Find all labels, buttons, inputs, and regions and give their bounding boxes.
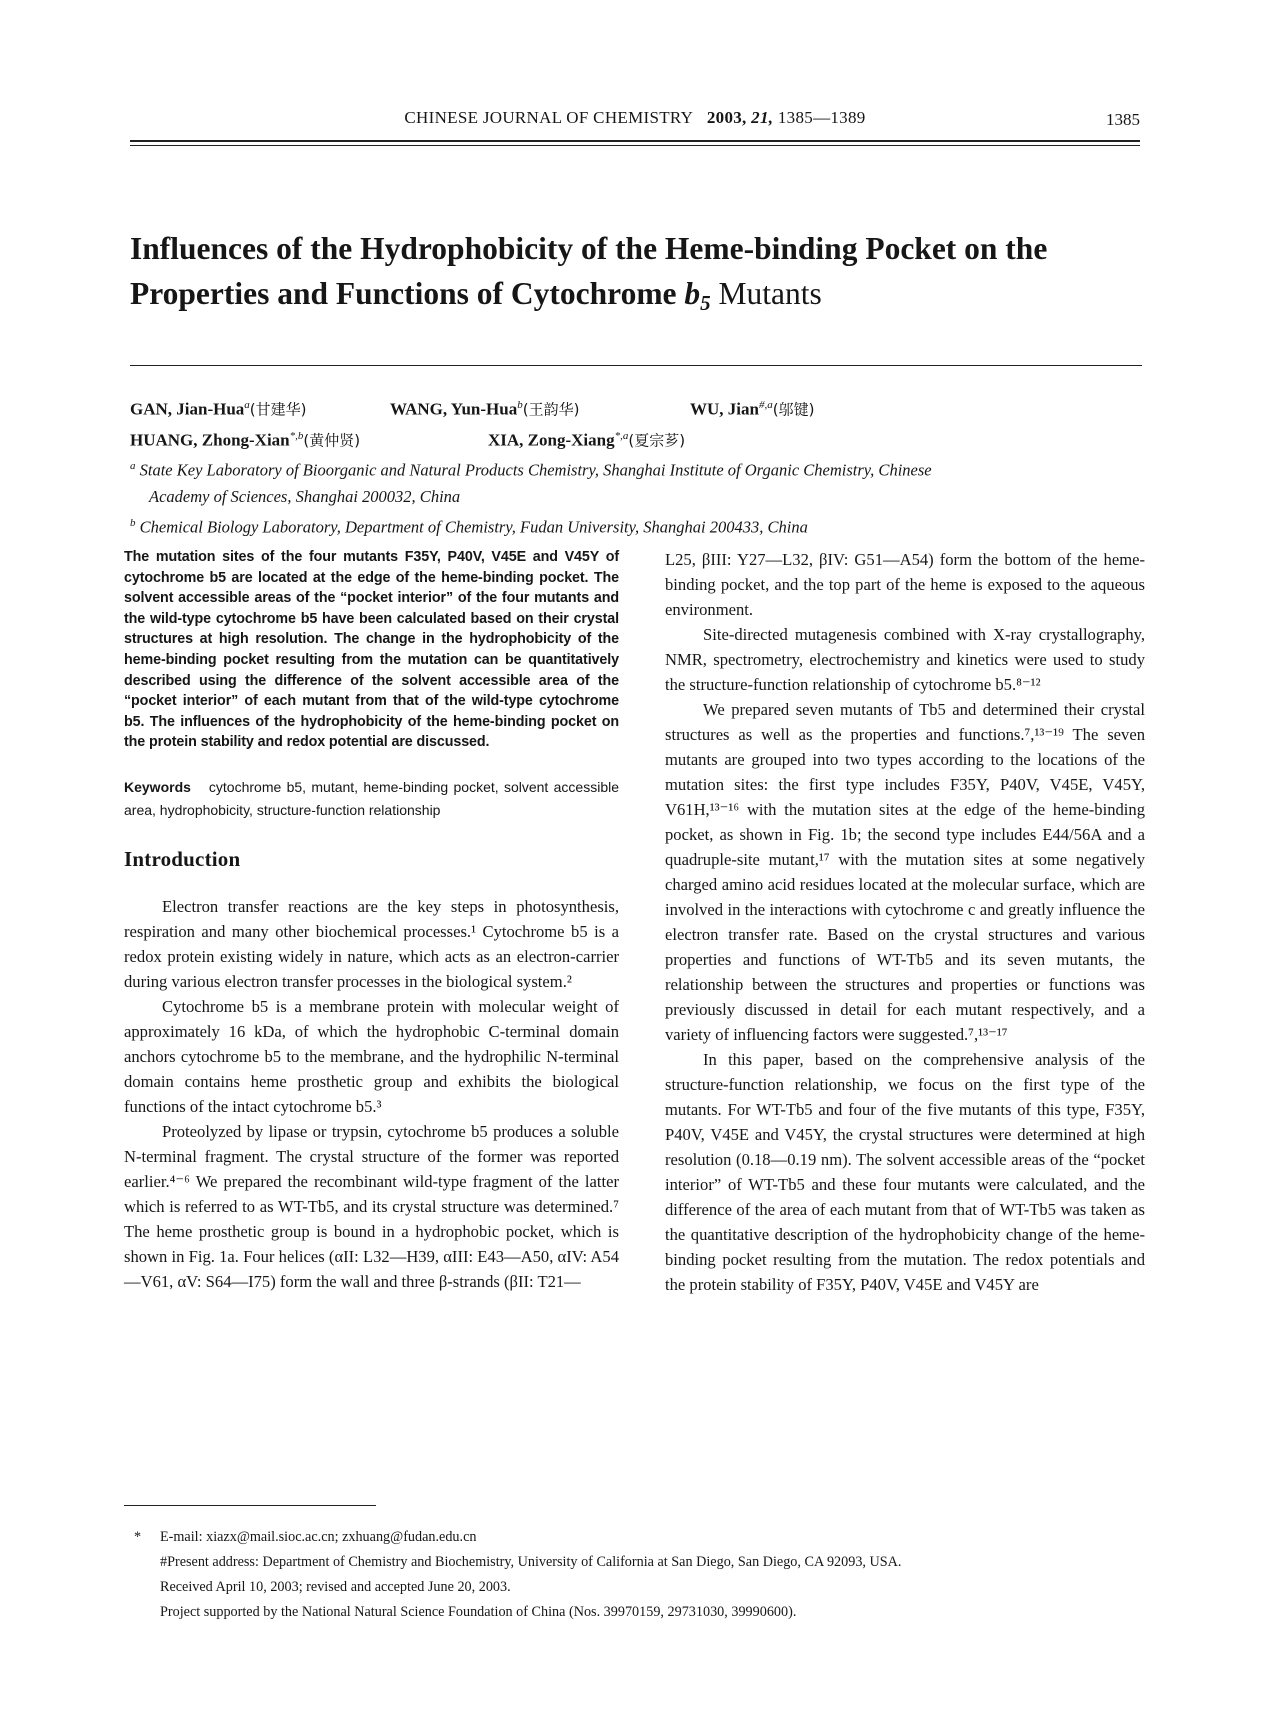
footnote-email: * E-mail: xiazx@mail.sioc.ac.cn; zxhuang@fudan.edu.cn: [134, 1529, 477, 1545]
footnote-project: Project supported by the National Natural Science Foundation of China (Nos. 39970159, 29731030, 39990600).: [160, 1604, 797, 1620]
footnote-rule: [124, 1505, 376, 1506]
keywords-text: cytochrome b5, mutant, heme-binding pocket, solvent accessible area, hydrophobicity, structure-function relationship: [124, 778, 619, 818]
paragraph: In this paper, based on the comprehensive analysis of the structure-function relationship, we focus on the first type of the mutants. For WT-Tb5 and four of the five mutants of this type, F35Y, P40V, V45E and V45Y, the crystal structures were determined at high resolution (0.18—0.19 nm). The solvent accessible areas of the “pocket interior” of WT-Tb5 and these four mutants were calculated, and the difference of the area of each mutant from that of WT-Tb5 was taken as the quantitative description of the hydrophobicity change of the heme-binding pocket resulting from the mutation. The redox potentials and the protein stability of F35Y, P40V, V45E and V45Y are: [665, 1050, 1145, 1294]
paragraph: We prepared seven mutants of Tb5 and determined their crystal structures as well as the properties and functions.⁷,¹³⁻¹⁹ The seven mutants are grouped into two types according to the locations of the mutation sites: the first type includes F35Y, P40V, V45E, V45Y, V61H,¹³⁻¹⁶ with the mutation sites at the edge of the heme-binding pocket, as shown in Fig. 1b; the second type includes E44/56A and a quadruple-site mutant,¹⁷ with the mutation sites at some negatively charged amino acid residues located at the molecular surface, which are involved in the interactions with cytochrome c and greatly influence the electron transfer rate. Based on the crystal structures and various properties and functions of WT-Tb5 and its seven mutants, the relationship between the structures and properties or functions was previously discussed in detail for each mutant respectively, and a variety of influencing factors were suggested.⁷,¹³⁻¹⁷: [665, 700, 1145, 1044]
paragraph: L25, βIII: Y27—L32, βIV: G51—A54) form the bottom of the heme-binding pocket, and the top part of the heme is exposed to the aqueous environment.: [665, 550, 1145, 619]
footnote-present-address: #Present address: Department of Chemistry and Biochemistry, University of California at San Diego, San Diego, CA 92093, USA.: [160, 1554, 902, 1570]
author: WU, Jian$^{\#,a}$(邬键): [690, 399, 815, 419]
section-heading-introduction: Introduction: [124, 846, 241, 871]
abstract: The mutation sites of the four mutants F35Y, P40V, V45E and V45Y of cytochrome b5 are located at the edge of the heme-binding pocket. The solvent accessible areas of the “pocket interior” of the four mutants and the wild-type cytochrome b5 have been calculated based on their crystal structures at high resolution. The change in the hydrophobicity of the heme-binding pocket resulting from the mutation can be quantitatively described using the difference of the solvent accessible area of the “pocket interior” of each mutant from that of the wild-type cytochrome b5. The influences of the hydrophobicity of the heme-binding pocket on the protein stability and redox potential are discussed.: [124, 549, 619, 751]
right-column: [665, 547, 1145, 1297]
journal-pages: 1385—1389: [777, 108, 866, 127]
journal-name: CHINESE JOURNAL OF CHEMISTRY: [404, 108, 694, 127]
author-block: [130, 392, 1142, 540]
footnote-received: Received April 10, 2003; revised and accepted June 20, 2003.: [160, 1579, 511, 1595]
title-rule: [130, 365, 1142, 366]
footnotes: [124, 1525, 1154, 1625]
author: WANG, Yun-Hua$^b$(王韵华): [390, 399, 580, 419]
author: GAN, Jian-Hua$^a$(甘建华): [130, 399, 307, 419]
title-line-2-end: Mutants: [718, 276, 822, 311]
affiliation-a: $^a$ State Key Laboratory of Bioorganic and Natural Products Chemistry, Shanghai Institute of Organic Chemistry, Chinese Academy of Sciences, Shanghai 200032, China: [130, 460, 932, 506]
paragraph: Proteolyzed by lipase or trypsin, cytochrome b5 produces a soluble N-terminal fragment. The crystal structure of the former was reported earlier.⁴⁻⁶ We prepared the recombinant wild-type fragment of the latter which is referred to as WT-Tb5, and its crystal structure was determined.⁷ The heme prosthetic group is bound in a hydrophobic pocket, which is shown in Fig. 1a. Four helices (αII: L32—H39, αIII: E43—A50, αIV: A54—V61, αV: S64—I75) form the wall and three β-strands (βII: T21—: [124, 1121, 619, 1291]
affiliation-b: $^b$ Chemical Biology Laboratory, Department of Chemistry, Fudan University, Shanghai 200433, China: [130, 516, 808, 537]
author: XIA, Zong-Xiang$^{*,a}$(夏宗芗): [488, 429, 686, 450]
article-title: [130, 226, 1150, 326]
paragraph: Cytochrome b5 is a membrane protein with molecular weight of approximately 16 kDa, of which the hydrophobic C-terminal domain anchors cytochrome b5 to the membrane, and the hydrophilic N-terminal domain contains heme prosthetic group and exhibits the biological functions of the intact cytochrome b5.³: [124, 996, 619, 1116]
title-line-1: Influences of the Hydrophobicity of the Heme-binding Pocket on the: [130, 231, 1048, 266]
title-subscript: 5: [700, 291, 711, 315]
author: HUANG, Zhong-Xian$^{*,b}$(黄仲贤): [130, 429, 361, 450]
keywords: [124, 776, 619, 822]
paragraph: Electron transfer reactions are the key steps in photosynthesis, respiration and many other biochemical processes.¹ Cytochrome b5 is a redox protein existing widely in nature, which acts as an electron-carrier during various electron transfer processes in the biological system.²: [124, 896, 619, 991]
header-rule-thin: [130, 145, 1140, 146]
paragraph: Site-directed mutagenesis combined with X-ray crystallography, NMR, spectrometry, electrochemistry and kinetics were used to study the structure-function relationship of cytochrome b5.⁸⁻¹²: [665, 625, 1145, 694]
running-head: [130, 108, 1140, 136]
journal-year: 2003,: [706, 108, 747, 127]
left-column: [124, 547, 619, 1294]
title-line-2: Properties and Functions of Cytochrome: [130, 276, 677, 311]
journal-citation: [130, 108, 1140, 128]
header-rule-thick: [130, 140, 1140, 142]
page-number: 1385: [1106, 110, 1140, 129]
author-line-1: [130, 392, 1142, 423]
journal-volume: 21,: [751, 108, 774, 127]
author-line-2: [130, 423, 1142, 454]
title-symbol: b: [684, 276, 701, 311]
keywords-label: Keywords: [124, 778, 191, 795]
